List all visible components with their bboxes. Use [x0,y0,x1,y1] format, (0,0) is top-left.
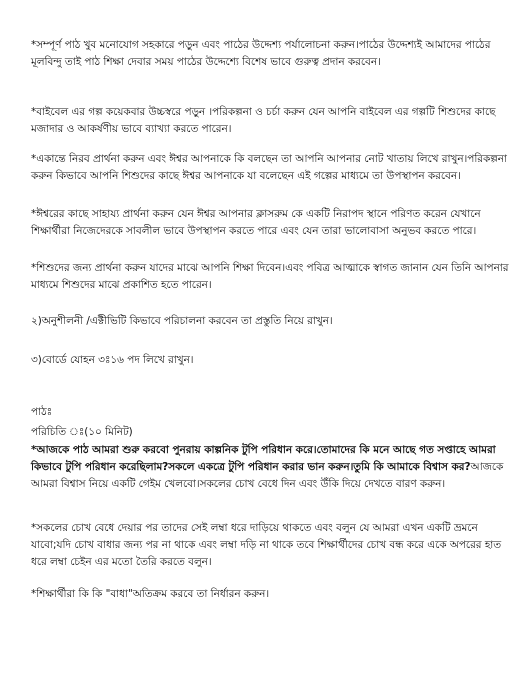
section-heading-lesson: পাঠঃ [31,406,53,418]
paragraph-classroom-prayer: *ঈশ্বরের কাছে সাহায্য প্রার্থনা করুন যেন ঈশ্বর আপনার ক্লাসরুম কে একটি নিরাপদ স্থানে পরিণত করেন যেখানে শিক্ষার্থীরা নিজেদেরকে সাবলীল ভাবে উপস্থাপন করতে পারে এবং যেন তারা ভালোবাসা অনুভব করতে পারে। [31,208,481,237]
paragraph-silent-prayer: *একান্তে নিরব প্রার্থনা করুন এবং ঈশ্বর আপনাকে কি বলছেন তা আপনি আপনার নোট খাতায় লিখে রাখুন।পরিকল্পনা করুন কিভাবে আপনি শিশুদের কাছে ঈশ্বর আপনাকে যা বলেছেন এই গল্পের মাধ্যমে তা উপস্থাপন করবেন। [31,153,507,182]
instruction-activity: ২)অনুশীলনী /এক্টীভিটি কিভাবে পরিচালনা করবেন তা প্রস্তুতি নিয়ে রাখুন। [31,315,333,327]
paragraph-bible-story: *বাইবেল এর গল্প কয়েকবার উচ্চস্বরে পড়ুন ।পরিকল্পনা ও চর্চা করুন যেন আপনি বাইবেল এর গল্পটি শিশুদের কাছে মজাদার ও আকর্ষণীয় ভাবে ব্যাখ্যা করতে পারেন। [31,106,496,135]
introduction-text: আজকে আমরা বিশ্বাস নিয়ে একটি গেইম খেলবো।সকলের চোখ বেধে দিন এবং উঁকি দিয়ে দেখতে বারণ করুন। [31,461,504,490]
paragraph-children-prayer: *শিশুদের জন্য প্রার্থনা করুন যাদের মাঝে আপনি শিক্ষা দিবেন।এবং পবিত্র আত্মাকে স্বাগত জানান যেন তিনি আপনার মাধ্যমে শিশুদের মাঝে প্রকাশিত হতে পারেন। [31,262,509,291]
paragraph-introduction [31,442,511,493]
introduction-bold-text: *আজকে পাঠ আমরা শুরু করবো পুনরায় কাল্পনিক টুপি পরিধান করে।তোমাদের কি মনে আছে গত সপ্তাহে আমরা কিভাবে টুপি পরিধান করেছিলাম?সকলে একত্রে টুপি পরিধান করার ভান করুন।তুমি কি আমাকে বিশ্বাস কর? [31,444,496,473]
section-introduction-time: পরিচিতি ঃ(১০ মিনিট) [31,426,133,438]
instruction-board-verse: ৩)বোর্ডে যোহন ৩ঃ১৬ পদ লিখে রাখুন। [31,354,194,366]
paragraph-blindfold: *সকলের চোখ বেধে দেয়ার পর তাদের সেই লম্বা ধরে দাড়িয়ে থাকতে এবং বলুন যে আমরা এখন একটি ভ্রমনে যাবো;যদি চোখ বাধার জন্য পর না থাকে এবং লম্বা দড়ি না থাকে তবে শিক্ষার্থীদের চোখ বন্ধ করে একে অপরের হাত ধরে লম্বা চেইন এর মতো তৈরি করতে বলুন। [31,522,502,568]
paragraph-lesson-review: *সম্পূর্ণ পাঠ খুব মনোযোগ সহকারে পড়ুন এবং পাঠের উদ্দেশ্য পর্যালোচনা করুন।পাঠের উদ্দেশ্যই আমাদের পাঠের মূলবিন্দু তাই পাঠ শিক্ষা দেবার সময় পাঠের উদ্দেশ্যে বিশেষ ভাবে গুরুত্ব প্রদান করবেন। [31,39,491,68]
paragraph-obstacles: *শিক্ষার্থীরা কি কি "বাধা"অতিক্রম করবে তা নির্ধারন করুন। [31,588,270,600]
